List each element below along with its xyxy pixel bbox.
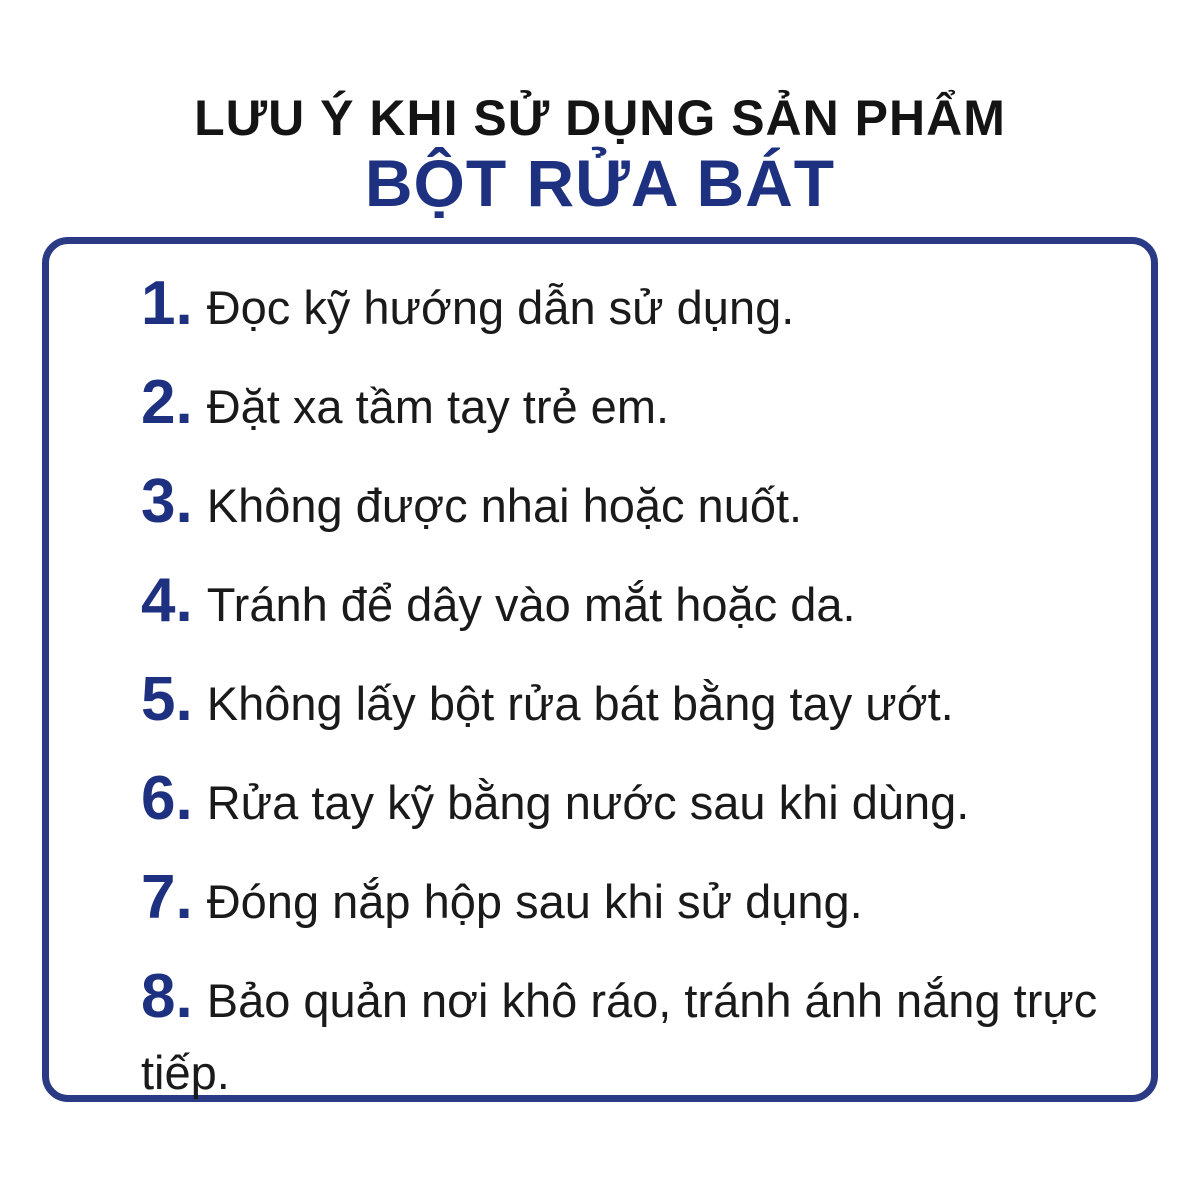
item-number: 2. (141, 368, 193, 437)
list-item (141, 862, 1121, 938)
item-text: Không lấy bột rửa bát bằng tay ướt. (206, 677, 954, 730)
item-text: Đọc kỹ hướng dẫn sử dụng. (206, 281, 795, 334)
item-number: 3. (141, 467, 193, 536)
list-item (141, 565, 1121, 641)
item-number: 7. (141, 863, 193, 932)
notes-box (42, 237, 1158, 1102)
item-text: Rửa tay kỹ bằng nước sau khi dùng. (206, 776, 970, 829)
list-item (141, 961, 1121, 1109)
list-item (141, 763, 1121, 839)
item-number: 4. (141, 566, 193, 635)
item-number: 1. (141, 269, 193, 338)
list-item (141, 466, 1121, 542)
list-item (141, 367, 1121, 443)
item-text: Đặt xa tầm tay trẻ em. (206, 380, 670, 433)
page-header (0, 88, 1200, 218)
list-item (141, 268, 1121, 344)
item-text: Tránh để dây vào mắt hoặc da. (206, 578, 856, 631)
item-number: 6. (141, 764, 193, 833)
item-number: 8. (141, 962, 193, 1031)
item-text: Đóng nắp hộp sau khi sử dụng. (206, 875, 863, 928)
item-number: 5. (141, 665, 193, 734)
list-item (141, 664, 1121, 740)
product-name-title: BỘT RỬA BÁT (364, 146, 836, 220)
item-text: Bảo quản nơi khô ráo, tránh ánh nắng trực tiếp. (141, 974, 1098, 1099)
page-title: LƯU Ý KHI SỬ DỤNG SẢN PHẨM (194, 90, 1006, 146)
item-text: Không được nhai hoặc nuốt. (206, 479, 803, 532)
